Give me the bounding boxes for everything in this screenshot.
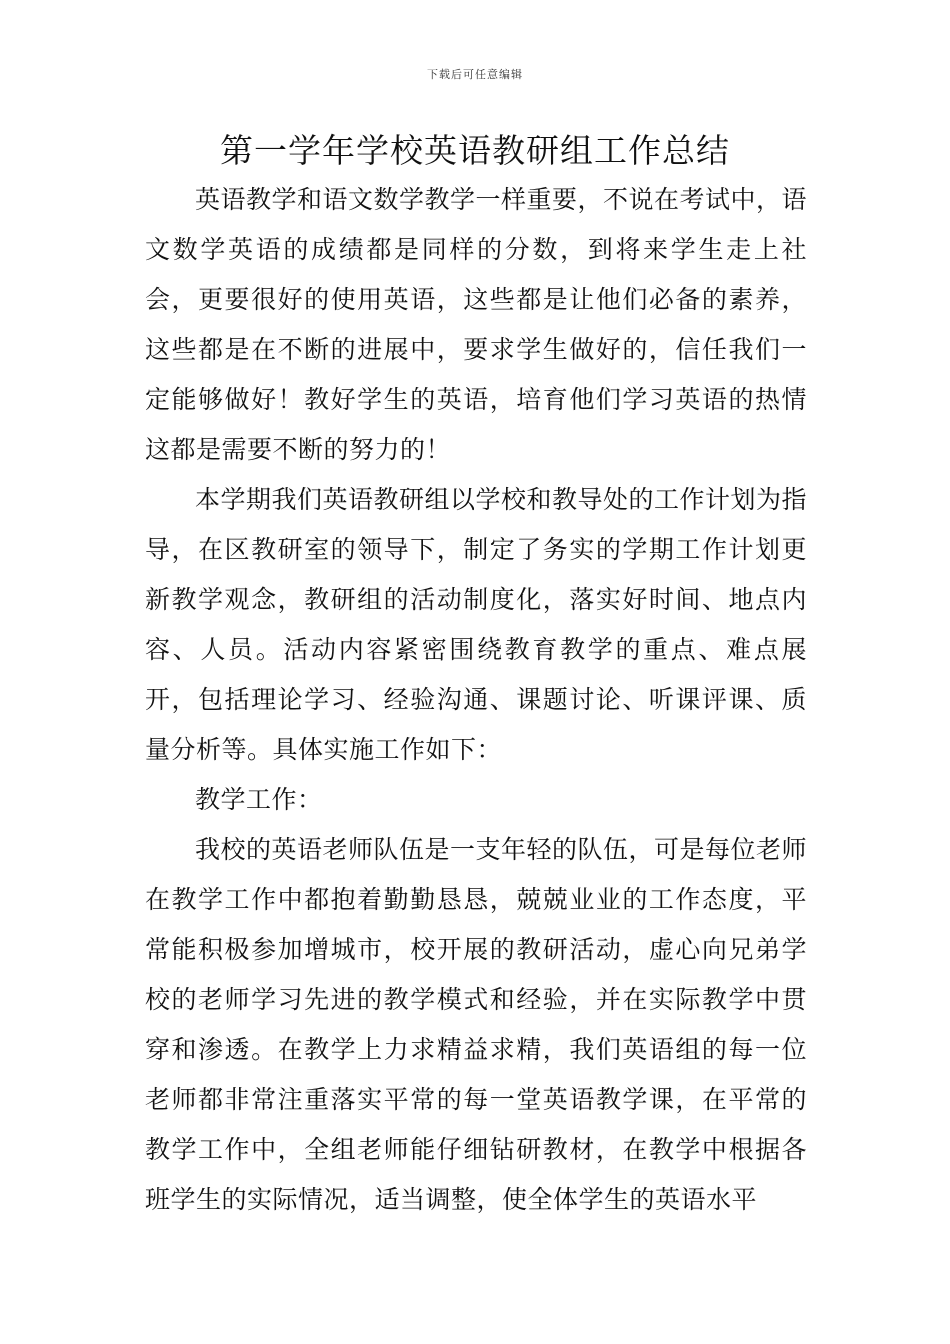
section-heading-teaching: 教学工作： <box>195 785 323 814</box>
paragraph-intro: 英语教学和语文数学教学一样重要，不说在考试中，语文数学英语的成绩都是同样的分数，到将来学生走上社会，更要很好的使用英语，这些都是让他们必备的素养，这些都是在不断的进展中，要求学生做好的，信任我们一定能够做好！教好学生的英语，培育他们学习英语的热情这都是需要不断的努力的！ <box>145 185 808 464</box>
document-title: 第一学年学校英语教研组工作总结 <box>220 131 730 170</box>
paragraph-plan: 本学期我们英语教研组以学校和教导处的工作计划为指导，在区教研室的领导下，制定了务实的学期工作计划更新教学观念，教研组的活动制度化，落实好时间、地点内容、人员。活动内容紧密围绕教育教学的重点、难点展开，包括理论学习、经验沟通、课题讨论、听课评课、质量分析等。具体实施工作如下： <box>145 485 808 764</box>
header-note: 下载后可任意编辑 <box>427 68 523 81</box>
paragraph-teaching: 我校的英语老师队伍是一支年轻的队伍，可是每位老师在教学工作中都抱着勤勤恳恳，兢兢业业的工作态度，平常能积极参加增城市，校开展的教研活动，虚心向兄弟学校的老师学习先进的教学模式和经验，并在实际教学中贯穿和渗透。在教学上力求精益求精，我们英语组的每一位老师都非常注重落实平常的每一堂英语教学课，在平常的教学工作中，全组老师能仔细钻研教材，在教学中根据各班学生的实际情况，适当调整，使全体学生的英语水平 <box>145 835 808 1214</box>
document-body <box>145 175 807 1225</box>
